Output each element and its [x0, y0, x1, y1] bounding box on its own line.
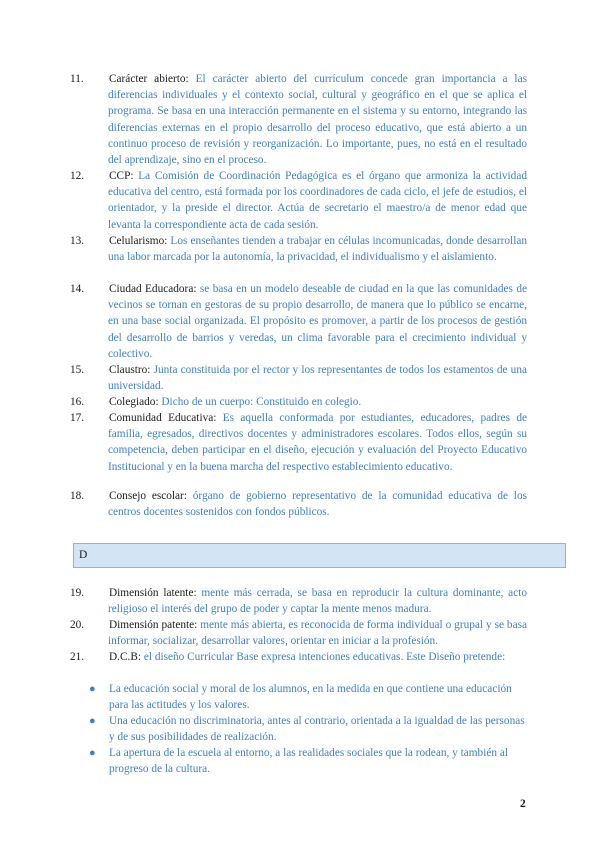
entry-term: D.C.B	[109, 651, 138, 663]
bullet-text: La educación social y moral de los alumnos, en la medida en que contiene una educación para las actitudes y los valores.	[109, 683, 512, 712]
bullet-item	[89, 745, 527, 777]
entry-definition: Dicho de un cuerpo: Constituido en colegio.	[158, 396, 362, 408]
entry-definition: mente más abierta, es reconocida de forma individual o grupal y se basa informar, socializar, desarrollar valores, orientar en iniciar a la profesión.	[108, 619, 527, 648]
entry-number: 21.	[70, 651, 85, 663]
entry-term: Carácter abierto	[109, 73, 186, 85]
bullet-dot-icon: ●	[89, 715, 96, 727]
entry-definition: Es aquella conformada por estudiantes, educadores, padres de familia, egresados, directivos docentes y administradores escolares. Todos ellos, según su competencia, deben participar en el diseño, ejecución y evaluación del Proyecto Educativo Institucional y en la buena marcha del respectivo establecimiento educativo.	[108, 412, 527, 473]
bullet-dot-icon: ●	[89, 683, 96, 695]
entry-term: Celularismo	[109, 235, 165, 247]
entry-term: Ciudad Educadora	[109, 283, 194, 295]
glossary-entry-11: 11. Carácter abierto: El carácter abierto del currículum concede gran importancia a las diferencias individuales y el contexto social, cultural y geográfico en el que se aplica el programa. Se basa en una interacción permanente en el sistema y su entorno, integrando las diferencias externas en el propio desarrollo del proceso educativo, que está abierto a un continuo proceso de revisión y reorganización. Lo importante, pues, no está en el resultado del aprendizaje, sino en el proceso.	[70, 73, 527, 167]
glossary-entry-21: 21. D.C.B: el diseño Curricular Base expresa intenciones educativas. Este Diseño pretende:	[89, 649, 527, 665]
entry-term: Comunidad Educativa	[109, 412, 214, 424]
entry-definition: se basa en un modelo deseable de ciudad en la que las comunidades de vecinos se tornan en gestoras de su propio desarrollo, de manera que lo público se encarne, en una base social organizada. El propósito es promover, a partir de los procesos de gestión del desarrollo de barrios y veredas, un clima favorable para el crecimiento individual y colectivo.	[108, 283, 527, 360]
glossary-entry-19: 19. Dimensión latente: mente más cerrada, se basa en reproducir la cultura dominante, acto religioso el interés del grupo de poder y captar la mente menos madura.	[70, 587, 527, 616]
glossary-entry-13: 13. Celularismo: Los enseñantes tienden a trabajar en células incomunicadas, donde desarrollan una labor marcada por la autonomía, la privacidad, el individualismo y el aislamiento.	[70, 235, 527, 264]
entry-definition: el diseño Curricular Base expresa intenciones educativas. Este Diseño pretende:	[141, 651, 506, 663]
section-header-d: D	[73, 543, 566, 568]
page-number: 2	[520, 798, 526, 810]
bullet-item	[89, 681, 527, 713]
glossary-entry-16: 16. Colegiado: Dicho de un cuerpo: Constituido en colegio.	[89, 394, 527, 410]
glossary-entry-15: 15. Claustro: Junta constituida por el rector y los representantes de todos los estamentos de una universidad.	[70, 364, 527, 393]
glossary-entry-18: 18. Consejo escolar: órgano de gobierno representativo de la comunidad educativa de los centros docentes sostenidos con fondos públicos.	[70, 490, 527, 519]
bullet-item	[89, 713, 527, 745]
entry-term: Consejo escolar	[109, 490, 184, 502]
entry-number: 20.	[70, 619, 85, 631]
glossary-entry-17: 17. Comunidad Educativa: Es aquella conformada por estudiantes, educadores, padres de familia, egresados, directivos docentes y administradores escolares. Todos ellos, según su competencia, deben participar en el diseño, ejecución y evaluación del Proyecto Educativo Institucional y en la buena marcha del respectivo establecimiento educativo.	[70, 412, 527, 473]
entry-definition: La Comisión de Coordinación Pedagógica es el órgano que armoniza la actividad educativa del centro, está formada por los coordinadores de cada ciclo, el jefe de estudios, el orientador, y la preside el director. Actúa de secretario el maestro/a de menor edad que levanta la correspondiente acta de cada sesión.	[108, 170, 527, 231]
glossary-entry-14: 14. Ciudad Educadora: se basa en un modelo deseable de ciudad en la que las comunidades de vecinos se tornan en gestoras de su propio desarrollo, de manera que lo público se encarne, en una base social organizada. El propósito es promover, a partir de los procesos de gestión del desarrollo de barrios y veredas, un clima favorable para el crecimiento individual y colectivo.	[70, 283, 527, 360]
entry-definition: órgano de gobierno representativo de la comunidad educativa de los centros docentes sostenidos con fondos públicos.	[108, 490, 527, 519]
entry-definition: mente más cerrada, se basa en reproducir la cultura dominante, acto religioso el interés del grupo de poder y captar la mente menos madura.	[108, 587, 527, 616]
entry-number: 14.	[70, 283, 85, 295]
glossary-entry-12: 12. CCP: La Comisión de Coordinación Pedagógica es el órgano que armoniza la actividad educativa del centro, está formada por los coordinadores de cada ciclo, el jefe de estudios, el orientador, y la preside el director. Actúa de secretario el maestro/a de menor edad que levanta la correspondiente acta de cada sesión.	[70, 170, 527, 231]
bullet-dot-icon: ●	[89, 747, 96, 759]
entry-term: CCP	[109, 170, 131, 182]
entry-term: Colegiado	[109, 396, 156, 408]
entry-number: 13.	[70, 235, 85, 247]
entry-number: 19.	[70, 587, 85, 599]
entry-term: Claustro	[109, 364, 148, 376]
entry-definition: Junta constituida por el rector y los representantes de todos los estamentos de una universidad.	[108, 364, 527, 393]
entry-term: Dimensión latente	[109, 587, 194, 599]
entry-number: 12.	[70, 170, 85, 182]
entry-number: 15.	[70, 364, 85, 376]
entry-number: 16.	[70, 396, 85, 408]
bullet-text: Una educación no discriminatoria, antes al contrario, orientada a la igualdad de las personas y de sus posibilidades de realización.	[109, 715, 525, 744]
entry-definition: Los enseñantes tienden a trabajar en células incomunicadas, donde desarrollan una labor marcada por la autonomía, la privacidad, el individualismo y el aislamiento.	[108, 235, 527, 264]
entry-number: 18.	[70, 490, 85, 502]
bullet-text: La apertura de la escuela al entorno, a las realidades sociales que la rodean, y también al progreso de la cultura.	[109, 747, 508, 776]
entry-number: 17.	[70, 412, 85, 424]
entry-number: 11.	[70, 73, 84, 85]
glossary-entry-20: 20. Dimensión patente: mente más abierta, es reconocida de forma individual o grupal y se basa informar, socializar, desarrollar valores, orientar en iniciar a la profesión.	[70, 619, 527, 648]
entry-definition: El carácter abierto del currículum concede gran importancia a las diferencias individuales y el contexto social, cultural y geográfico en el que se aplica el programa. Se basa en una interacción permanente en el sistema y su entorno, integrando las diferencias externas en el propio desarrollo del proceso educativo, que está abierto a un continuo proceso de revisión y reorganización. Lo importante, pues, no está en el resultado del aprendizaje, sino en el proceso.	[108, 73, 527, 167]
entry-term: Dimensión patente	[109, 619, 195, 631]
